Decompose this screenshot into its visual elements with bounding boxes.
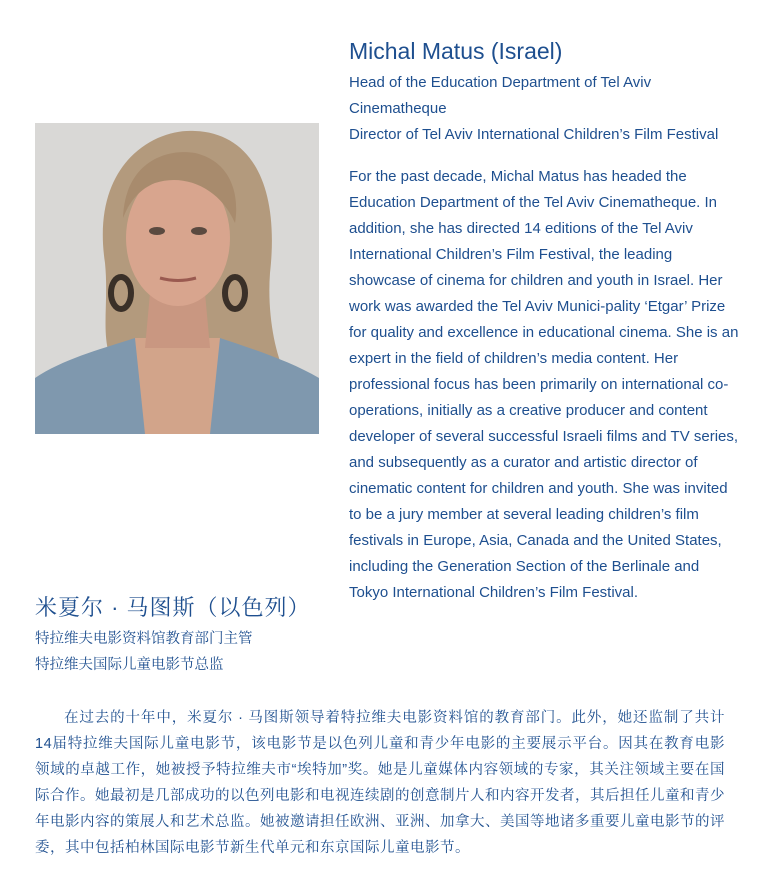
english-role-2: Director of Tel Aviv International Children’s Film Festival — [349, 126, 719, 143]
english-bio-section — [349, 36, 739, 606]
chinese-bio-text: 在过去的十年中，米夏尔 · 马图斯领导着特拉维夫电影资料馆的教育部门。此外，她还监制了共计14届特拉维夫国际儿童电影节，该电影节是以色列儿童和青少年电影的主要展示平台。因其在教育电影领域的卓越工作，她被授予特拉维夫市“埃特加”奖。她是儿童媒体内容领域的专家，其关注领域主要在国际合作。她最初是几部成功的以色列电影和电视连续剧的创意制片人和内容开发者，其后担任儿童和青少年电影内容的策展人和艺术总监。她被邀请担任欧洲、亚洲、加拿大、美国等地诸多重要儿童电影节的评委，其中包括柏林国际电影节新生代单元和东京国际儿童电影节。 — [35, 710, 725, 856]
chinese-name-heading: 米夏尔 · 马图斯（以色列） — [35, 595, 311, 620]
chinese-header-section — [35, 592, 345, 678]
english-name-heading: Michal Matus (Israel) — [349, 38, 563, 64]
portrait-photo — [35, 123, 319, 434]
english-role-1: Head of the Education Department of Tel Aviv Cinematheque — [349, 74, 652, 117]
chinese-role-1: 特拉维夫电影资料馆教育部门主管 — [35, 631, 253, 647]
english-bio-text: For the past decade, Michal Matus has headed the Education Department of the Tel Aviv Cinematheque. In addition, she has directed 14 editions of the Tel Aviv International Children’s Film Festival, the leading showcase of cinema for children and youth in Israel. Her work was awarded the Tel Aviv Munici-pality ‘Etgar’ Prize for quality and excellence in educational cinema. She is an expert in the field of children’s media content. Her professional focus has been primarily on international co-operations, initially as a creative producer and content developer of several successful Israeli films and TV series, and subsequently as a curator and artistic director of cinematic content for children and youth. She was invited to be a jury member at several leading children’s film festivals in Europe, Asia, Canada and the United States, including the Generation Section of the Berlinale and Tokyo International Children’s Film Festival. — [349, 168, 739, 601]
chinese-role-2: 特拉维夫国际儿童电影节总监 — [35, 657, 224, 673]
